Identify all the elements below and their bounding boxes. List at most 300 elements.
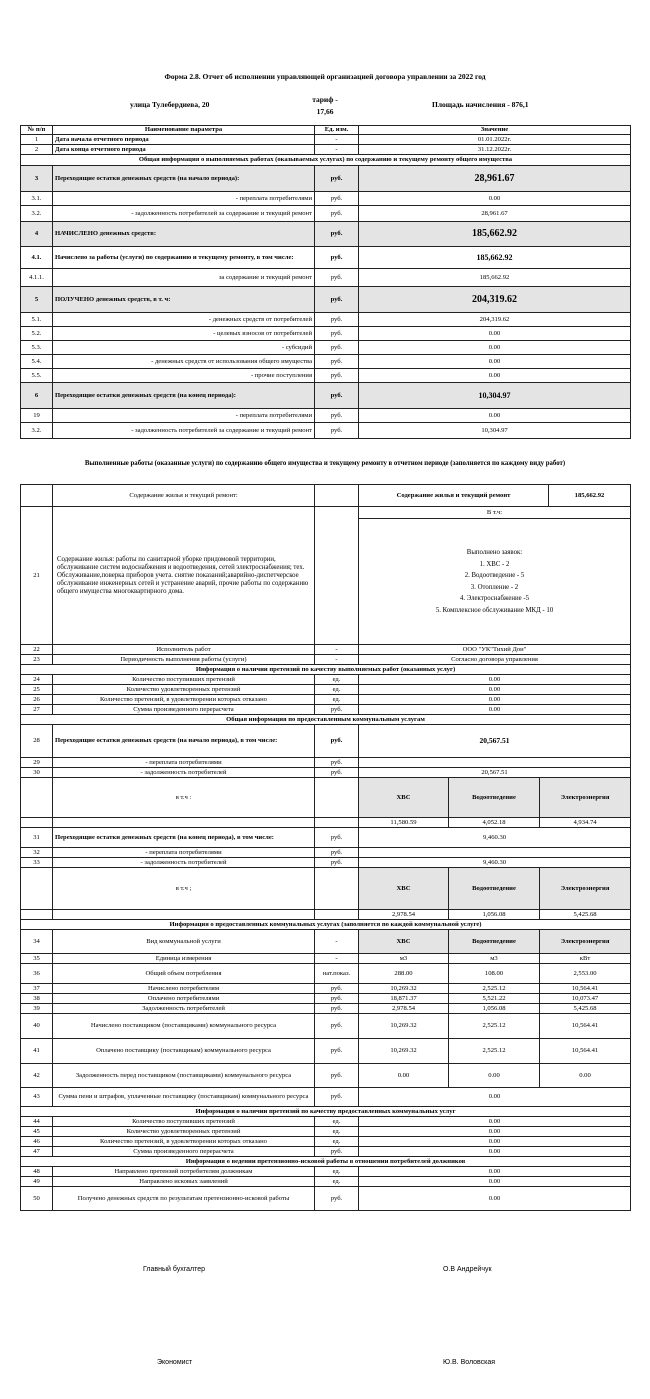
table-row xyxy=(21,383,631,409)
row-name: Сумма произведенного перерасчета xyxy=(53,1147,315,1157)
row-num: 5.2. xyxy=(21,327,53,341)
row-num: 4 xyxy=(21,222,53,247)
row-num: 24 xyxy=(21,675,53,685)
row-num: 19 xyxy=(21,409,53,423)
row-value: 2,525.12 xyxy=(449,1014,540,1039)
row-name: - прочие поступления xyxy=(53,369,315,383)
row-name: за содержание и текущий ремонт xyxy=(53,269,315,287)
row-unit: руб. xyxy=(315,984,359,994)
row-unit: руб. xyxy=(315,166,359,192)
row-name: Дата начала отчетного периода xyxy=(53,135,315,145)
row-value: 2,525.12 xyxy=(449,984,540,994)
row-value: 9,460.30 xyxy=(359,858,631,868)
row-unit: руб. xyxy=(315,409,359,423)
row-num: 48 xyxy=(21,1167,53,1177)
row-name: - переплата потребителями xyxy=(53,848,315,858)
row-name: Общий объем потребления xyxy=(53,964,315,984)
works-incl-row xyxy=(21,507,631,519)
row-num: 5.4. xyxy=(21,355,53,369)
table-row xyxy=(21,269,631,287)
breakdown-header-row xyxy=(21,868,631,910)
row-num: 28 xyxy=(21,725,53,758)
row-unit: руб. xyxy=(315,369,359,383)
breakdown-col-sewage: Водоотведение xyxy=(449,778,540,818)
row-name: - денежных средств от потребителей xyxy=(53,313,315,327)
row-value: 20,567.51 xyxy=(359,768,631,778)
tariff xyxy=(300,94,350,118)
row-value xyxy=(359,758,631,768)
row-num: 44 xyxy=(21,1117,53,1127)
row-value: 108.00 xyxy=(449,964,540,984)
row-value: 10,564.41 xyxy=(540,984,631,994)
row-unit: - xyxy=(315,655,359,665)
row-num: 35 xyxy=(21,954,53,964)
row-value: 2,978.54 xyxy=(359,1004,449,1014)
table-header-row xyxy=(21,126,631,135)
row-name: Переходящие остатки денежных средств (на конец периода): xyxy=(53,383,315,409)
breakdown-col-sewage: Водоотведение xyxy=(449,868,540,910)
breakdown-header-row xyxy=(21,778,631,818)
breakdown-label: в т.ч : xyxy=(53,778,315,818)
breakdown-num-empty xyxy=(21,818,53,828)
row-value: 2,525.12 xyxy=(449,1039,540,1064)
row-value: 10,304.97 xyxy=(359,383,631,409)
row-num: 1 xyxy=(21,135,53,145)
row-num: 3.2. xyxy=(21,423,53,439)
row-unit: руб. xyxy=(315,269,359,287)
row-num: 5 xyxy=(21,287,53,313)
row-num: 3 xyxy=(21,166,53,192)
table-row xyxy=(21,1187,631,1211)
row-name: Задолженность перед поставщиком (поставщиками) коммунального ресурса xyxy=(53,1064,315,1088)
breakdown-col-electricity: Электроэнергия xyxy=(540,868,631,910)
row-value: 0.00 xyxy=(359,1064,449,1088)
row-num: 42 xyxy=(21,1064,53,1088)
row-name: - переплата потребителями xyxy=(53,409,315,423)
table-row xyxy=(21,192,631,206)
table-row xyxy=(21,369,631,383)
row-name: - задолженность потребителей за содержание и текущий ремонт xyxy=(53,423,315,439)
report-table-lower xyxy=(20,644,631,1211)
table-row xyxy=(21,145,631,155)
row-unit: нат.показ. xyxy=(315,964,359,984)
row-unit: руб. xyxy=(315,355,359,369)
row-value: 0.00 xyxy=(359,1117,631,1127)
col-header-value: Значение xyxy=(359,126,631,135)
table-row xyxy=(21,1137,631,1147)
row-value: 28,961.67 xyxy=(359,206,631,222)
breakdown-unit-empty xyxy=(315,910,359,920)
row-unit: ед. xyxy=(315,1137,359,1147)
table-row xyxy=(21,1127,631,1137)
row-num: 43 xyxy=(21,1088,53,1107)
service-col-sewage: Водоотведение xyxy=(449,930,540,954)
section-header-row xyxy=(21,715,631,725)
row-value: 10,269.32 xyxy=(359,1039,449,1064)
street-address: улица Тулебердиева, 20 xyxy=(130,100,210,109)
table-row xyxy=(21,1117,631,1127)
row-value: 0.00 xyxy=(359,1137,631,1147)
works-description: Содержание жилья: работы по санитарной уборке придомовой территории, обслуживание систем водоснабжения и водоотведения, сетей электроснабжения; тех. Обслуживание,поверка приборов учета. снятие показаний;аварийно-диспетчерское обслуживание инженерных сетей и устранение аварий, прочие работы по содержанию общего имущества многоквартирного дома. xyxy=(53,507,315,645)
report-table-main xyxy=(20,125,631,439)
row-value: 31.12.2022г. xyxy=(359,145,631,155)
row-name: Количество удовлетворенных претензий xyxy=(53,1127,315,1137)
table-row xyxy=(21,1177,631,1187)
row-value: кВт xyxy=(540,954,631,964)
row-name: НАЧИСЛЕНО денежных средств: xyxy=(53,222,315,247)
row-unit: руб. xyxy=(315,383,359,409)
row-name: Количество удовлетворенных претензий xyxy=(53,685,315,695)
row-unit: - xyxy=(315,930,359,954)
row-value: 2,553.00 xyxy=(540,964,631,984)
row-num: 41 xyxy=(21,1039,53,1064)
breakdown-values-row xyxy=(21,818,631,828)
row-name: Количество поступивших претензий xyxy=(53,1117,315,1127)
form-title: Форма 2.8. Отчет об исполнении управляющей организацией договора управлении за 2022 год xyxy=(164,72,486,81)
table-row xyxy=(21,423,631,439)
breakdown-label: в т.ч ; xyxy=(53,868,315,910)
row-value: 10,304.97 xyxy=(359,423,631,439)
breakdown-num-empty xyxy=(21,778,53,818)
breakdown-value: 4,052.18 xyxy=(449,818,540,828)
row-name: Задолженность потребителей xyxy=(53,1004,315,1014)
row-name: Начислено за работы (услуги) по содержанию и текущему ремонту, в том числе: xyxy=(53,247,315,269)
row-unit: руб. xyxy=(315,848,359,858)
row-name: Оплачено потребителями xyxy=(53,994,315,1004)
table-row xyxy=(21,135,631,145)
table-row xyxy=(21,1064,631,1088)
row-num: 47 xyxy=(21,1147,53,1157)
breakdown-unit-empty xyxy=(315,818,359,828)
chief-accountant-title: Главный бухгалтер xyxy=(143,1266,205,1273)
row-name: - переплата потребителями xyxy=(53,758,315,768)
works-incl: В т.ч: xyxy=(359,507,631,519)
row-value: 0.00 xyxy=(359,1187,631,1211)
table-row xyxy=(21,313,631,327)
row-name: ПОЛУЧЕНО денежных средств, в т. ч: xyxy=(53,287,315,313)
row-value: м3 xyxy=(359,954,449,964)
economist-name: Ю.В. Воловская xyxy=(443,1359,496,1366)
breakdown-num-empty xyxy=(21,910,53,920)
table-row xyxy=(21,768,631,778)
row-num: 4.1.1. xyxy=(21,269,53,287)
row-value: 20,567.51 xyxy=(359,725,631,758)
row-value: 0.00 xyxy=(359,685,631,695)
row-unit: руб. xyxy=(315,705,359,715)
row-name: Переходящие остатки денежных средств (на начало периода): xyxy=(53,166,315,192)
row-value: 0.00 xyxy=(359,1167,631,1177)
row-value: 1,056.08 xyxy=(449,1004,540,1014)
service-col-cold-water: ХВС xyxy=(359,930,449,954)
table-row xyxy=(21,287,631,313)
row-unit: руб. xyxy=(315,423,359,439)
row-value: 5,521.22 xyxy=(449,994,540,1004)
table-row xyxy=(21,206,631,222)
row-unit: - xyxy=(315,135,359,145)
row-num: 5.1. xyxy=(21,313,53,327)
row-value: 0.00 xyxy=(449,1064,540,1088)
row-name: Сумма произведенного перерасчета xyxy=(53,705,315,715)
col-header-name: Наименование параметра xyxy=(53,126,315,135)
economist-title: Экономист xyxy=(157,1359,193,1366)
works-label: Содержание жилья и текущий ремонт: xyxy=(53,485,315,507)
request-item: 1. ХВС - 2 xyxy=(479,560,510,568)
row-unit: ед. xyxy=(315,1127,359,1137)
section-communal: Общая информация по предоставленным коммунальным услугам xyxy=(21,715,631,725)
service-col-electricity: Электроэнергия xyxy=(540,930,631,954)
row-num: 5.5. xyxy=(21,369,53,383)
row-name: Оплачено поставщику (поставщикам) коммунального ресурса xyxy=(53,1039,315,1064)
row-value: 0.00 xyxy=(359,369,631,383)
row-name: - задолженность потребителей xyxy=(53,858,315,868)
row-num: 30 xyxy=(21,768,53,778)
table-row xyxy=(21,341,631,355)
breakdown-value: 2,978.54 xyxy=(359,910,449,920)
row-value: 185,662.92 xyxy=(359,222,631,247)
row-num: 6 xyxy=(21,383,53,409)
tariff-value: 17,66 xyxy=(316,107,334,116)
breakdown-name-empty xyxy=(53,910,315,920)
row-unit: - xyxy=(315,145,359,155)
row-unit: руб. xyxy=(315,287,359,313)
breakdown-value: 1,056.08 xyxy=(449,910,540,920)
table-row xyxy=(21,655,631,665)
table-row xyxy=(21,848,631,858)
table-row xyxy=(21,828,631,848)
requests-title: Выполнено заявок: xyxy=(466,549,523,556)
row-name: - переплата потребителями xyxy=(53,192,315,206)
request-item: 2. Водоотведение - 5 xyxy=(464,572,525,579)
row-value: 0.00 xyxy=(359,705,631,715)
table-row xyxy=(21,1004,631,1014)
row-value: 10,269.32 xyxy=(359,984,449,994)
row-value: 0.00 xyxy=(359,409,631,423)
row-unit: ед. xyxy=(315,1167,359,1177)
row-name: Количество претензий, в удовлетворении которых отказано xyxy=(53,695,315,705)
row-unit: руб. xyxy=(315,858,359,868)
row-unit: руб. xyxy=(315,206,359,222)
section-header-row xyxy=(21,155,631,166)
row-value: 01.01.2022г. xyxy=(359,135,631,145)
row-name: Начислено потребителям xyxy=(53,984,315,994)
row-name: Исполнитель работ xyxy=(53,645,315,655)
row-num: 3.2. xyxy=(21,206,53,222)
breakdown-col-electricity: Электроэнергия xyxy=(540,778,631,818)
table-row xyxy=(21,695,631,705)
breakdown-name-empty xyxy=(53,818,315,828)
table-row xyxy=(21,355,631,369)
row-num: 33 xyxy=(21,858,53,868)
row-value: 0.00 xyxy=(359,1147,631,1157)
row-unit: руб. xyxy=(315,247,359,269)
row-num: 39 xyxy=(21,1004,53,1014)
breakdown-values-row xyxy=(21,910,631,920)
table-row xyxy=(21,705,631,715)
works-unit-empty xyxy=(315,485,359,507)
breakdown-value: 5,425.68 xyxy=(540,910,631,920)
row-unit: ед. xyxy=(315,1117,359,1127)
row-value: 204,319.62 xyxy=(359,287,631,313)
table-row xyxy=(21,1039,631,1064)
table-row xyxy=(21,1088,631,1107)
table-row xyxy=(21,222,631,247)
row-num: 38 xyxy=(21,994,53,1004)
table-row xyxy=(21,409,631,423)
table-row xyxy=(21,327,631,341)
row-name: Направлено исковых заявлений xyxy=(53,1177,315,1187)
row-unit: руб. xyxy=(315,341,359,355)
row-unit: - xyxy=(315,645,359,655)
table-row xyxy=(21,725,631,758)
row-num: 40 xyxy=(21,1014,53,1039)
row-name: - задолженность потребителей за содержание и текущий ремонт xyxy=(53,206,315,222)
table-row xyxy=(21,994,631,1004)
row-unit: руб. xyxy=(315,327,359,341)
row-num: 49 xyxy=(21,1177,53,1187)
row-unit: руб. xyxy=(315,1004,359,1014)
row-name: Количество поступивших претензий xyxy=(53,675,315,685)
works-requests xyxy=(359,519,631,645)
works-num: 21 xyxy=(21,507,53,645)
row-num: 36 xyxy=(21,964,53,984)
row-unit: руб. xyxy=(315,1064,359,1088)
row-value: 0.00 xyxy=(359,355,631,369)
row-name: - денежных средств от использования общего имущества xyxy=(53,355,315,369)
row-name: Периодичность выполнения работы (услуги) xyxy=(53,655,315,665)
row-value: 10,269.32 xyxy=(359,1014,449,1039)
row-num: 2 xyxy=(21,145,53,155)
row-value xyxy=(359,848,631,858)
row-name: Единица измерения xyxy=(53,954,315,964)
table-row xyxy=(21,930,631,954)
row-unit: руб. xyxy=(315,994,359,1004)
row-value: 0.00 xyxy=(359,1127,631,1137)
table-row xyxy=(21,166,631,192)
row-name: Начислено поставщиком (поставщиками) коммунального ресурса xyxy=(53,1014,315,1039)
request-item: 5. Комплексное обслуживание МКД - 10 xyxy=(435,606,554,614)
table-row xyxy=(21,858,631,868)
works-header-row xyxy=(21,485,631,507)
breakdown-unit-empty xyxy=(315,868,359,910)
row-num: 32 xyxy=(21,848,53,858)
row-num: 31 xyxy=(21,828,53,848)
col-header-unit: Ед. изм. xyxy=(315,126,359,135)
breakdown-col-cold-water: ХВС xyxy=(359,868,449,910)
row-num: 34 xyxy=(21,930,53,954)
row-value: 10,564.41 xyxy=(540,1039,631,1064)
row-num: 25 xyxy=(21,685,53,695)
row-name: - субсидий xyxy=(53,341,315,355)
row-value: 0.00 xyxy=(359,675,631,685)
row-num: 3.1. xyxy=(21,192,53,206)
table-row xyxy=(21,1167,631,1177)
row-num: 27 xyxy=(21,705,53,715)
row-unit: руб. xyxy=(315,1088,359,1107)
row-unit: ед. xyxy=(315,1177,359,1187)
row-value: Согласно договора управления xyxy=(359,655,631,665)
row-unit: руб. xyxy=(315,192,359,206)
section-header-row xyxy=(21,920,631,930)
works-unit xyxy=(315,507,359,645)
row-value: 0.00 xyxy=(540,1064,631,1088)
row-name: Переходящие остатки денежных средств (на начало периода), в том числе: xyxy=(53,725,315,758)
row-value: 0.00 xyxy=(359,341,631,355)
section-provided-services: Информация о предоставленных коммунальных услугах (заполняется по каждой коммунальной услуге) xyxy=(21,920,631,930)
row-value: 204,319.62 xyxy=(359,313,631,327)
table-row xyxy=(21,954,631,964)
breakdown-value: 4,934.74 xyxy=(540,818,631,828)
row-value: 0.00 xyxy=(359,1088,631,1107)
row-value: 10,564.41 xyxy=(540,1014,631,1039)
section-debtors: Информация о ведении претензионно-исковой работы в отношении потребителей должников xyxy=(21,1157,631,1167)
row-name: - целевых взносов от потребителей xyxy=(53,327,315,341)
chief-accountant-name: О.В Андрейчук xyxy=(443,1266,492,1273)
row-value: 5,425.68 xyxy=(540,1004,631,1014)
row-unit: - xyxy=(315,954,359,964)
row-unit: руб. xyxy=(315,758,359,768)
section-general-info: Общая информация о выполняемых работах (оказываемых услугах) по содержанию и текущему ремонту общего имущества xyxy=(21,155,631,166)
row-unit: руб. xyxy=(315,1014,359,1039)
section-header-row xyxy=(21,1157,631,1167)
row-name: Дата конца отчетного периода xyxy=(53,145,315,155)
table-row xyxy=(21,964,631,984)
row-name: - задолженность потребителей xyxy=(53,768,315,778)
row-value: 0.00 xyxy=(359,327,631,341)
breakdown-unit-empty xyxy=(315,778,359,818)
row-value: 0.00 xyxy=(359,192,631,206)
section-header-row xyxy=(21,665,631,675)
row-name: Направлено претензий потребителям должникам xyxy=(53,1167,315,1177)
table-row xyxy=(21,758,631,768)
row-value: 288.00 xyxy=(359,964,449,984)
row-unit: руб. xyxy=(315,313,359,327)
section-claims-works: Информация о наличии претензий по качеству выполняемых работ (оказанных услуг) xyxy=(21,665,631,675)
row-value: 0.00 xyxy=(359,1177,631,1187)
row-num: 37 xyxy=(21,984,53,994)
works-num-empty xyxy=(21,485,53,507)
row-value: 185,662.92 xyxy=(359,269,631,287)
row-unit: руб. xyxy=(315,1039,359,1064)
row-num: 22 xyxy=(21,645,53,655)
row-value: ООО "УК"Тихий Дон" xyxy=(359,645,631,655)
request-item: 4. Электроснабжение -5 xyxy=(459,595,530,602)
table-row xyxy=(21,675,631,685)
table-row xyxy=(21,984,631,994)
row-unit: руб. xyxy=(315,1187,359,1211)
row-name: Получено денежных средств по результатам претензионно-исковой работы xyxy=(53,1187,315,1211)
row-value: 0.00 xyxy=(359,695,631,705)
table-row xyxy=(21,247,631,269)
row-unit: ед. xyxy=(315,685,359,695)
works-right-label: Содержание жилья и текущий ремонт xyxy=(359,485,549,507)
row-value: 185,662.92 xyxy=(359,247,631,269)
row-unit: руб. xyxy=(315,828,359,848)
row-unit: руб. xyxy=(315,725,359,758)
row-num: 26 xyxy=(21,695,53,705)
col-header-num: № п/п xyxy=(21,126,53,135)
request-item: 3. Отопление - 2 xyxy=(470,583,519,591)
breakdown-value: 11,580.59 xyxy=(359,818,449,828)
works-right-value: 185,662.92 xyxy=(549,485,631,507)
row-unit: ед. xyxy=(315,695,359,705)
row-unit: руб. xyxy=(315,1147,359,1157)
row-value: м3 xyxy=(449,954,540,964)
row-num: 50 xyxy=(21,1187,53,1211)
row-num: 45 xyxy=(21,1127,53,1137)
row-value: 28,961.67 xyxy=(359,166,631,192)
billing-area: Площадь начисления - 876,1 xyxy=(432,100,529,109)
row-num: 46 xyxy=(21,1137,53,1147)
